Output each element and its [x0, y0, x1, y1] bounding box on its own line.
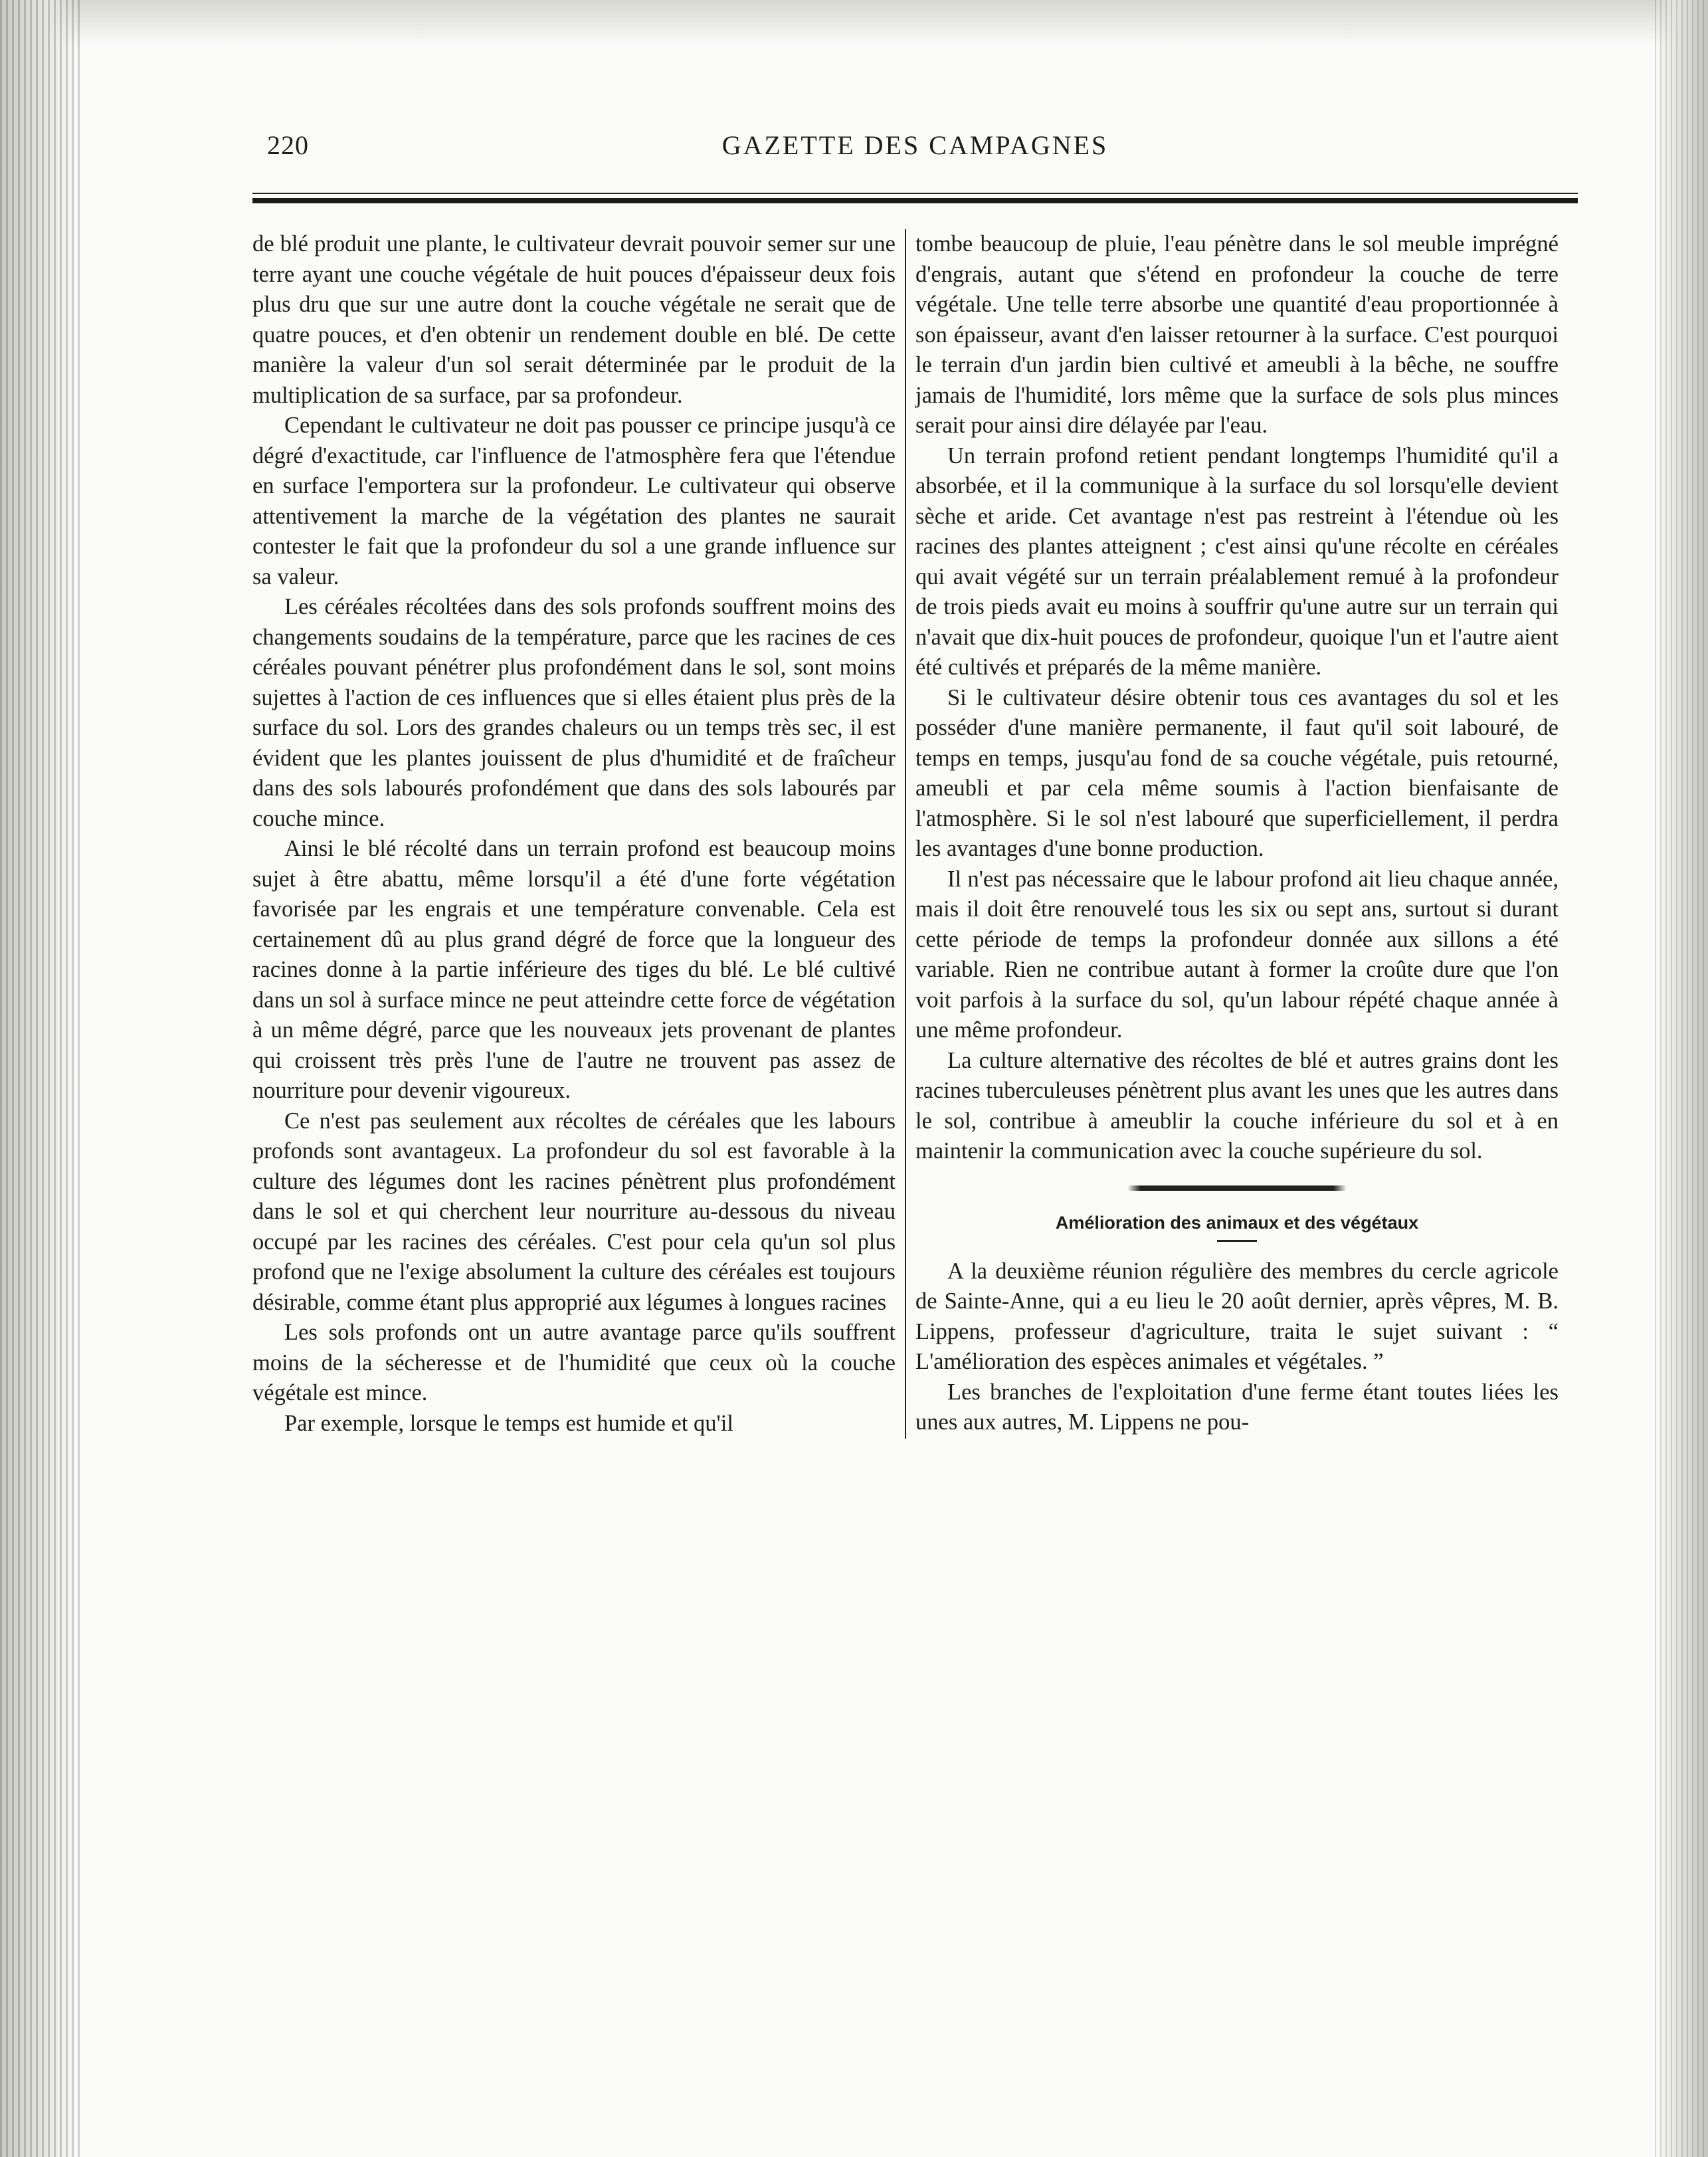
journal-title: GAZETTE DES CAMPAGNES	[721, 130, 1109, 160]
paragraph: de blé produit une plante, le cultivateur devrait pouvoir semer sur une terre ayant une couche végétale de huit pouces d'épaisseur deux fois plus dru que sur une autre dont la couche végétale ne serait que de quatre pouces, et d'en obtenir un rendement double en blé. De cette manière la valeur d'un sol serait déterminée par le produit de la multiplication de sa surface, par sa profondeur.	[252, 231, 896, 408]
text-columns	[252, 229, 1578, 1439]
paragraph: Un terrain profond retient pendant longtemps l'humidité qu'il a absorbée, et il la communique à la surface du sol lorsqu'elle devient sèche et aride. Cet avantage n'est pas restreint à l'étendue où les racines des plantes atteignent ; c'est ainsi qu'une récolte en céréales qui avait végété sur un terrain préalablement remué à la profondeur de trois pieds avait eu moins à souffrir qu'une autre sur un terrain qui n'avait que dix-huit pouces de profondeur, quoique l'un et l'autre aient été cultivés et préparés de la même manière.	[915, 443, 1559, 680]
paragraph: Ainsi le blé récolté dans un terrain profond est beaucoup moins sujet à être abattu, même lorsqu'il a été d'une forte végétation favorisée par les engrais et une température convenable. Cela est certainement dû au plus grand dégré de force que la longueur des racines donne à la partie inférieure des tiges du blé. Le blé cultivé dans un sol à surface mince ne peut atteindre cette force de végétation à un même dégré, parce que les nouveaux jets provenant de plantes qui croissent très près l'une de l'autre ne trouvent pas assez de nourriture pour devenir vigoureux.	[252, 836, 896, 1103]
scan-edge-right	[1655, 0, 1708, 2157]
paragraph: Il n'est pas nécessaire que le labour profond ait lieu chaque année, mais il doit être renouvelé tous les six ou sept ans, surtout si durant cette période de temps la profondeur donnée aux sillons a été variable. Rien ne contribue autant à former la croûte dure que l'on voit parfois à la surface du sol, qu'un labour répété chaque année à une même profondeur.	[915, 866, 1559, 1043]
newspaper-page	[252, 130, 1578, 2110]
paragraph: A la deuxième réunion régulière des membres du cercle agricole de Sainte-Anne, qui a eu lieu le 20 août dernier, après vêpres, M. B. Lippens, professeur d'agriculture, traita le sujet suivant : “ L'amélioration des espèces animales et végétales. ”	[915, 1258, 1559, 1374]
paragraph: Cependant le cultivateur ne doit pas pousser ce principe jusqu'à ce dégré d'exactitude, car l'influence de l'atmosphère fera que l'étendue en surface l'emportera sur la profondeur. Le cultivateur qui observe attentivement la marche de la végétation des plantes ne saurait contester le fait que la profondeur du sol a une grande influence sur sa valeur.	[252, 413, 896, 589]
page-header	[252, 130, 1578, 169]
paragraph: La culture alternative des récoltes de blé et autres grains dont les racines tuberculeuses pénètrent plus avant les unes que les autres dans le sol, contribue à ameublir la couche inférieure du sol et à en maintenir la communication avec la couche supérieure du sol.	[915, 1047, 1559, 1164]
section-title-rule	[1217, 1240, 1257, 1242]
paragraph: Par exemple, lorsque le temps est humide et qu'il	[284, 1410, 733, 1436]
paragraph: Ce n'est pas seulement aux récoltes de céréales que les labours profonds sont avantageux. La profondeur du sol est favorable à la culture des légumes dont les racines pénètrent plus profondément dans le sol et qui cherchent leur nourriture au-dessous du niveau occupé par les racines des céréales. C'est pour cela qu'un sol plus profond que ne l'exige absolument la culture des céréales est toujours désirable, comme étant plus approprié aux légumes à longues racines	[252, 1108, 896, 1315]
section-separator	[1127, 1185, 1347, 1191]
scan-shadow-top	[0, 0, 1708, 47]
paragraph: Les sols profonds ont un autre avantage parce qu'ils souffrent moins de la sécheresse et de l'humidité que ceux où la couche végétale est mince.	[252, 1320, 896, 1405]
page-number: 220	[267, 130, 309, 160]
scan-edge-left	[0, 0, 80, 2157]
paragraph: Si le cultivateur désire obtenir tous ces avantages du sol et les posséder d'une manière permanente, il faut qu'il soit labouré, de temps en temps, jusqu'au fond de sa couche végétale, puis retourné, ameubli et par cela même soumis à l'action bienfaisante de l'atmosphère. Si le sol n'est labouré que superficiellement, il perdra les avantages d'une bonne production.	[915, 684, 1559, 861]
header-rule-thick	[252, 198, 1578, 203]
right-column	[906, 229, 1559, 1439]
header-rule-thin	[252, 193, 1578, 194]
section-title: Amélioration des animaux et des végétaux	[1055, 1212, 1419, 1233]
paragraph: Les céréales récoltées dans des sols profonds souffrent moins des changements soudains de la température, parce que les racines de ces céréales pouvant pénétrer plus profondément dans le sol, sont moins sujettes à l'action de ces influences que si elles étaient plus près de la surface du sol. Lors des grandes chaleurs ou un temps très sec, il est évident que les plantes jouissent de plus d'humidité et de fraîcheur dans des sols labourés profondément que dans des sols labourés par couche mince.	[252, 594, 896, 831]
left-column	[252, 229, 905, 1439]
paragraph: tombe beaucoup de pluie, l'eau pénètre dans le sol meuble imprégné d'engrais, autant que s'étend en profondeur la couche de terre végétale. Une telle terre absorbe une quantité d'eau proportionnée à son épaisseur, avant d'en laisser retourner à la surface. C'est pourquoi le terrain d'un jardin bien cultivé et ameubli à la bêche, ne souffre jamais de l'humidité, lors même que la surface de sols plus minces serait pour ainsi dire délayée par l'eau.	[915, 231, 1559, 438]
paragraph: Les branches de l'exploitation d'une ferme étant toutes liées les unes aux autres, M. Lippens ne pou-	[915, 1379, 1559, 1435]
